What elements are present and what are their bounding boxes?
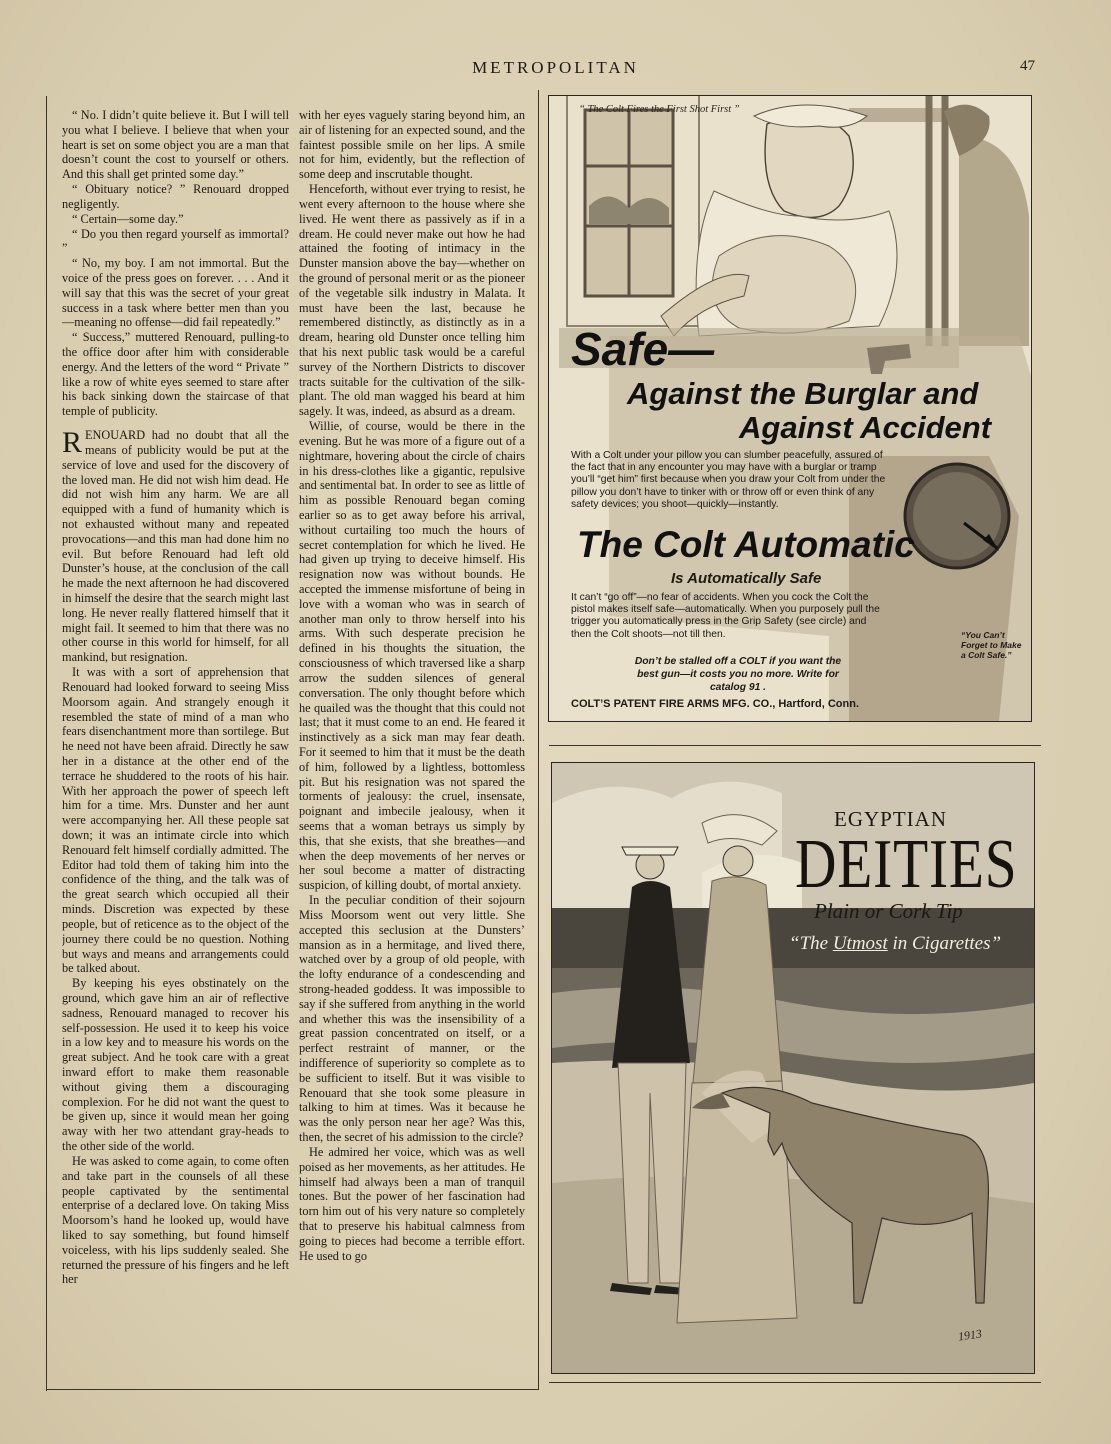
- drop-cap: R: [62, 426, 83, 460]
- paragraph: “ Do you then regard yourself as immortal? ”: [62, 226, 289, 256]
- dropcap-paragraph: [62, 428, 289, 665]
- paragraph: “ Obituary notice? ” Renouard dropped negligently.: [62, 182, 289, 211]
- paragraph: By keeping his eyes obstinately on the ground, which gave him an air of reflective sadness, Renouard managed to recover his self-possession. He used it to keep his voice in a low key and to measure his words on the great subject. And he took care with a great inward effort to make them reasonable without giving them a discouraging complexion. For he did not want the quest to be given up, since it would mean her going away with her two attendant gray-heads to the other side of the world.: [62, 976, 289, 1154]
- paragraph: In the peculiar condition of their sojourn Miss Moorsom went out very little. She accepted this seclusion at the Dunsters’ mansion as in a hermitage, and lived there, watched over by a group of old people, with the lofty endurance of a condescending and strong-headed goddess. It was impossible to say if she suffered from anything in the world and whether this was the insensibility of a great passion concentrated on itself, or a perfect restraint of manner, or the indifference of superiority so complete as to be sufficient to itself. But it was visible to Renouard that she took some pleasure in talking to him at times. Was it because he was the only person near her age? Was this, then, the secret of his admission to the circle?: [299, 893, 525, 1145]
- deities-tagline-emphasis: Utmost: [832, 933, 888, 954]
- colt-subhead: Is Automatically Safe: [671, 570, 822, 587]
- colt-body-2: It can’t “go off”—no fear of accidents. When you cock the Colt the pistol makes itself safe—automatically. When you purposely pull the trigger you automatically press in the Grip Safety (see circle) and then the Colt shoots—not till then.: [571, 592, 880, 640]
- colt-advertisement: [548, 95, 1032, 722]
- deities-advertisement: [551, 762, 1035, 1374]
- bottom-rule: [46, 1389, 538, 1390]
- page-number: 47: [1020, 58, 1035, 74]
- ad-separator-rule: [549, 745, 1041, 746]
- dropcap-paragraph-text: ENOUARD had no doubt that all the means of publicity would be put at the service of love and used for the discovery of the loved man. He did not wish him dead. He did not wish him any harm. We are all equipped with a fund of humanity which is not exhausted without many and repeated provocations—and this man had done him no evil. But before Renouard had left old Dunster’s house, at the conclusion of the call he made the next afternoon he had discovered in himself the desire that the search might last long. He never really flattered himself that it might fail. It seemed to him that there was no other course in this world for himself, for all mankind, but resignation.: [62, 428, 289, 665]
- paragraph: It was with a sort of apprehension that Renouard had looked forward to seeing Miss Moorsom again. And strangely enough it resembled the state of mind of a man who fears disenchantment more than sortilege. But he need not have been afraid. Directly he saw her in a distance at the other end of the terrace he shuddered to the roots of his hair. With her approach the power of speech left him for a time. Mrs. Dunster and her aunt were accompanying her. All these people sat down; it was an intimate circle into which Renouard felt himself cordially admitted. The Editor had told them of taking him into the confidence of the thing, and the talk was of the great search which occupied all their minds. Discretion was expected by these people, but of reticence as to the object of the journey there could be no question. Nothing but ways and means and arrangements could be talked about.: [62, 665, 289, 976]
- colt-side-note: “You Can’t Forget to Make a Colt Safe.”: [961, 630, 1022, 660]
- text-column-middle: [299, 108, 525, 1386]
- colt-headline-2: Against Accident: [739, 410, 992, 445]
- paragraph: “ Success,” muttered Renouard, pulling-to the office door after him with considerable energy. And the letters of the word “ Private ” like a row of white eyes seemed to stare after his back sinking down the staircase of that temple of publicity.: [62, 330, 289, 419]
- colt-body-1: With a Colt under your pillow you can slumber peacefully, assured of the fact that in any encounter you may have with a burglar or tramp you’ll “get him” first because when you draw your Colt from under the pillow you don’t have to tinker with or throw off or even think of any safety devices; you shoot—quickly—instantly.: [571, 450, 886, 510]
- paragraph: He was asked to come again, to come often and take part in the counsels of all these people captivated by the sentimental enterprise of a declared love. On taking Miss Moorsom’s hand he looked up, would have liked to say something, but found himself voiceless, with his lips suddenly sealed. She returned the pressure of his fingers and he left her: [62, 1153, 289, 1287]
- ad-bottom-rule: [549, 1382, 1041, 1383]
- paragraph: Henceforth, without ever trying to resist, he went every afternoon to the house where she lived. He went there as passively as if in a dream. He could never make out how he had attained the footing of intimacy in the Dunster mansion above the bay—whether on the ground of personal merit or as the pioneer of the vegetable silk industry in Malata. It must have been the last, because he remembered distinctly, as distinctly as in a dream, hearing old Dunster once telling him that his next public task would be a careful survey of the Northern Districts to discover tracts suitable for the cultivation of the silk-plant. The old man wagged his beard at him sagely. It was, indeed, as absurd as a dream.: [299, 182, 525, 419]
- colt-safe-heading: Safe—: [571, 323, 715, 375]
- paragraph: He admired her voice, which was as well poised as her movements, as her attitudes. He himself had always been a man of tranquil tones. But the power of her fascination had torn him out of his very nature so completely that to preserve his habitual calmness from going to pieces had become a terrible effort. He used to go: [299, 1144, 525, 1263]
- deities-variants: Plain or Cork Tip: [814, 899, 963, 923]
- left-border-rule: [46, 96, 47, 1391]
- deities-egyptian-label: EGYPTIAN: [834, 807, 947, 831]
- paragraph: “ Certain—some day.”: [72, 211, 184, 226]
- paragraph: “ No. I didn’t quite believe it. But I will tell you what I believe. I believe that when your heart is set on some object you are a man that doesn’t count the cost to yourself or others. And this shall get printed some day.”: [62, 108, 289, 182]
- paragraph: Willie, of course, would be there in the evening. But he was more of a figure out of a nightmare, hovering about the circle of chairs in his dress-clothes like a gigantic, repulsive and sentimental bat. In order to see as little of him as possible Renouard began coming earlier so as to get away before his arrival, without curtailing too much the hours of secret contemplation for which he lived. He had given up trying to deceive himself. His resignation now was without bounds. He accepted the immense misfortune of being in love with a woman who was in search of another man only to throw herself into his arms. With such desperate precision he defined in his thoughts the situation, the consciousness of which traversed like a sharp arrow the sudden silences of general conversation. The only thought before which he quailed was the thought that this could not last; that it must come to an end. He feared it instinctively as a sick man may fear death. For it seemed to him that it must be the death of him, followed by a lightless, bottomless pit. But his resignation was not spared the torments of jealousy: the cruel, insensate, poignant and imbecile jealousy, when it seems that a woman betrays us simply by this, that she exists, that she breathes—and when the deep movements of her nerves or her soul become a matter of distracting suspicion, of killing doubt, of mortal anxiety.: [299, 419, 525, 893]
- artist-signature: 1913: [957, 1326, 983, 1344]
- colt-automatic-title: The Colt Automatic: [577, 524, 915, 565]
- deities-tagline: [789, 933, 1001, 955]
- deities-tagline-pre: “The: [789, 933, 833, 954]
- colt-catalog-offer: Don’t be stalled off a COLT if you want the best gun—it costs you no more. Write for catalog 91 .: [634, 656, 842, 693]
- column-divider-rule: [538, 90, 539, 1390]
- deities-brand: DEITIES: [795, 826, 1018, 903]
- masthead: METROPOLITAN: [472, 58, 639, 77]
- colt-tagline: “ The Colt Fires the First Shot First ”: [579, 104, 740, 115]
- colt-manufacturer: COLT’S PATENT FIRE ARMS MFG. CO., Hartford, Conn.: [571, 698, 860, 710]
- text-column-left: [62, 108, 289, 1386]
- colt-headline-1: Against the Burglar and: [627, 376, 979, 411]
- paragraph: “ No, my boy. I am not immortal. But the voice of the press goes on forever. . . . And it will say that this was the secret of your great success in a task where better men than you—meaning no offense—did fail repeatedly.”: [62, 256, 289, 330]
- deities-tagline-post: in Cigarettes”: [887, 933, 1002, 954]
- paragraph: with her eyes vaguely staring beyond him, an air of listening for an expected sound, and the faintest possible smile on her lips. A smile not for him, evidently, but the reflection of some deep and inscrutable thought.: [299, 108, 525, 182]
